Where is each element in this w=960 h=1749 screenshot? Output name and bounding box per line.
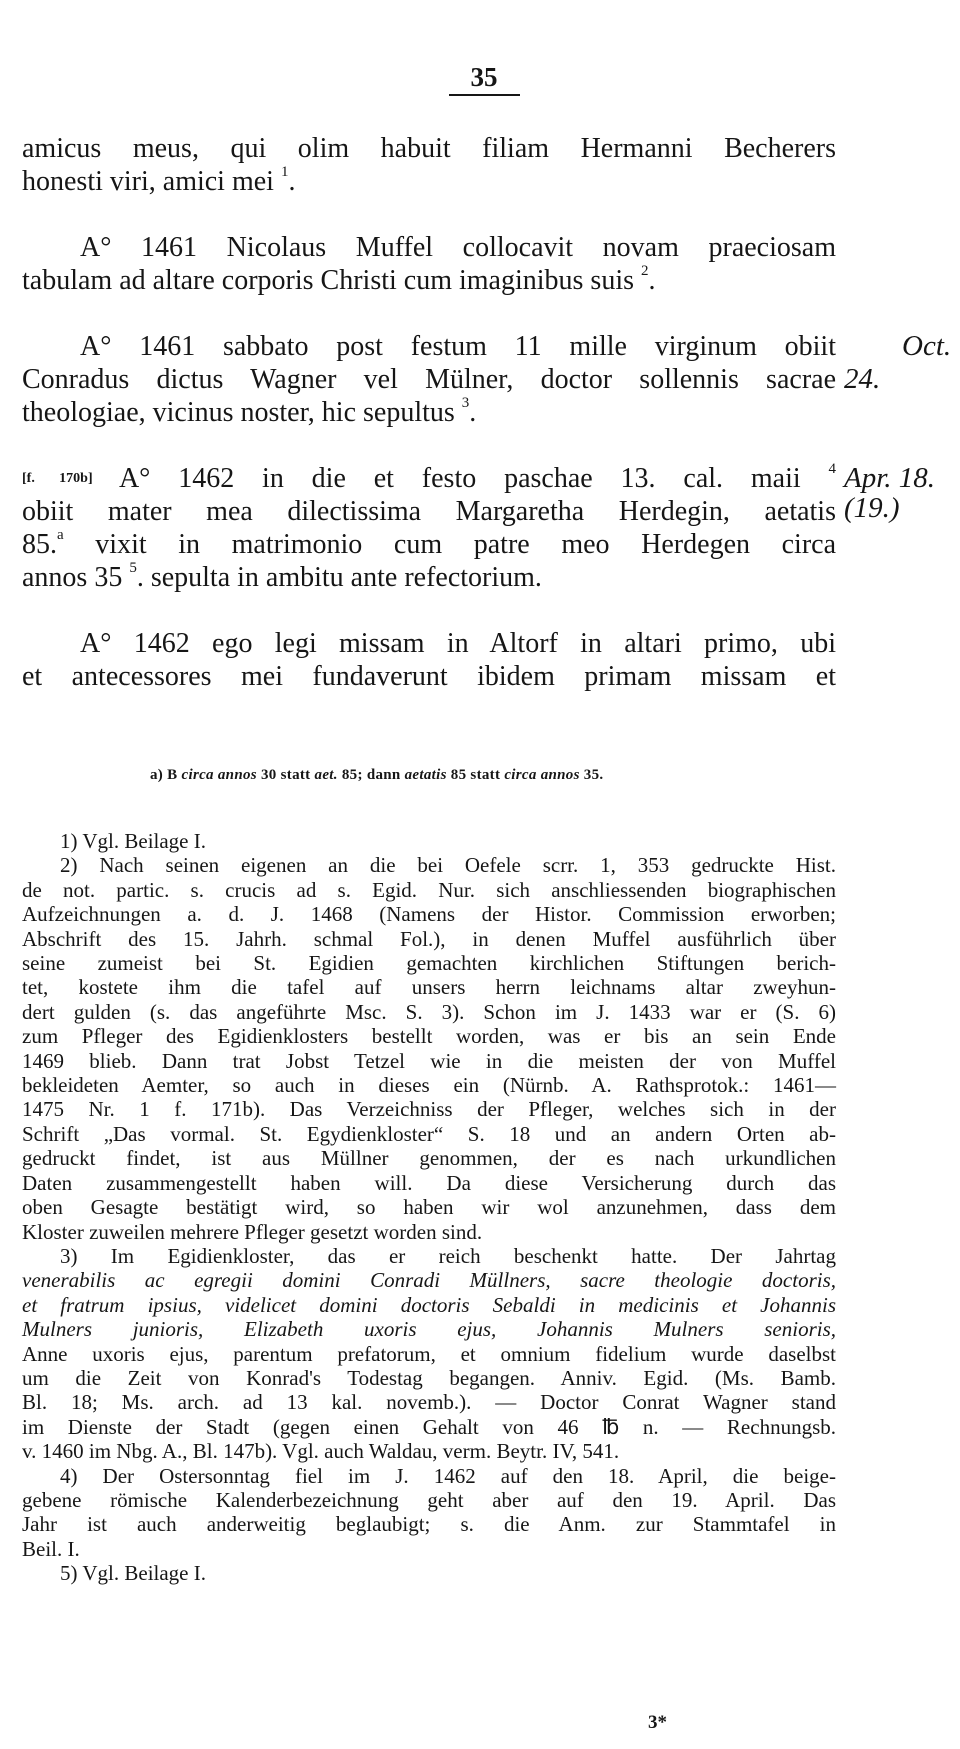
main-text — [22, 132, 952, 726]
footnote-4: 4) Der Ostersonntag fiel im J. 1462 auf den 18. April, die beige- gebene römische Kalenderbezeichnung geht aber auf den 19. April. Das Jahr ist auch anderweitig beglaubigt; s. die Anm. zur Stammtafel in Beil. I. — [22, 1463, 836, 1561]
signature-mark: 3* — [648, 1712, 667, 1733]
paragraph-1 — [22, 132, 836, 198]
text-line: A° 1461 Nicolaus Muffel collocavit novam praeciosam — [80, 232, 836, 263]
footnote-ref: 3 — [461, 395, 470, 411]
footnote-ref: 4 — [828, 461, 836, 477]
folio-mark: [f. 170b] — [22, 471, 93, 486]
footnote-5: 5) Vgl. Beilage I. — [60, 1561, 206, 1586]
margin-date: Oct. 24. — [844, 330, 952, 395]
text-line: A° 1461 sabbato post festum 11 mille virginum obiit — [80, 331, 836, 362]
text-line: annos 35 $^5$. sepulta in ambitu ante refectorium. — [22, 560, 542, 593]
footnote-ref: 1 — [280, 164, 289, 180]
footnote-3: 3) Im Egidienkloster, das er reich beschenkt hatte. Der Jahrtag venerabilis ac egregii domini Conradi Müllners, sacre theologie doctoris, et fratrum ipsius, videlicet domini doctoris Sebaldi in medicinis et Johannis Mulners junioris, Elizabeth uxoris ejus, Johannis Mulners senioris, Anne uxoris ejus, parentum prefatorum, et omnium fidelium wurde daselbst um die Zeit von Konrad's Todestag begangen. Anniv. Egid. (Ms. Bamb. Bl. 18; Ms. arch. ad 13 kal. novemb.). — Doctor Conrat Wagner stand im Dienste der Stadt (gegen einen Gehalt von 46 ℔ n. — Rechnungsb. v. 1460 im Nbg. A., Bl. 147b). Vgl. auch Waldau, verm. Beytr. IV, 541. — [22, 1243, 836, 1464]
text-line: honesti viri, amici mei $^1$. — [22, 164, 296, 197]
text-line: A° 1462 ego legi missam in Altorf in altari primo, ubi — [80, 628, 836, 659]
text-line: 85.$^a$ vixit in matrimonio cum patre meo Herdegen circa — [22, 527, 836, 560]
text-line: theologiae, vicinus noster, hic sepultus $^3$. — [22, 395, 477, 428]
text-line: tabulam ad altare corporis Christi cum imaginibus suis $^2$. — [22, 263, 656, 296]
paragraph-5 — [22, 627, 836, 693]
margin-date: (19.) — [844, 492, 900, 524]
paragraph-4 — [22, 461, 936, 594]
margin-date: Apr. 18. — [844, 462, 936, 494]
footnotes — [22, 829, 836, 1586]
textual-note: a) B circa annos 30 statt aet. 85; dann aetatis 85 statt circa annos 35. — [150, 767, 604, 783]
footnote-ref: 5 — [129, 560, 137, 576]
paragraph-3 — [22, 330, 952, 429]
page-number: 35 — [0, 62, 960, 96]
note-ref: a — [57, 527, 64, 543]
text-line: obiit mater mea dilectissima Margaretha Herdegin, aetatis — [22, 496, 836, 527]
footnote-1: 1) Vgl. Beilage I. — [60, 829, 206, 853]
footnote-2: 2) Nach seinen eigenen an die bei Oefele scrr. 1, 353 gedruckte Hist. de not. partic. s. crucis ad s. Egid. Nur. sich anschliessenden biographischen Aufzeichnungen a. d. J. 1468 (Namens der Histor. Commission erworben; Abschrift des 15. Jahrh. schmal Fol.), in denen Muffel ausführlich über seine zumeist bei St. Egidien gemachten kirchlichen Stiftungen berich- tet, kostete ihm die tafel auf unsers herrn leichnams altar zweyhun- dert gulden (s. das angeführte Msc. S. 3). Schon im J. 1433 war er (S. 6) zum Pfleger des Egidienklosters bestellt worden, was er bis an sein Ende 1469 blieb. Dann trat Jobst Tetzel wie in die meisten der von Muffel bekleideten Aemter, so auch in dieses ein (Nürnb. A. Rathsprotok.: 1461— 1475 Nr. 1 f. 171b). Das Verzeichniss der Pfleger, welches sich in der Schrift „Das vormal. St. Egydienkloster“ S. 18 und an andern Orten ab- gedruckt findet, ist aus Müllner genommen, der es nach urkundlichen Daten zusammengestellt haben will. Da diese Versicherung durch das oben Gesagte bestätigt wird, so haben wir wol anzunehmen, dass dem Kloster zuweilen mehrere Pfleger gesetzt worden sind. — [22, 853, 836, 1244]
text-line: Conradus dictus Wagner vel Mülner, doctor sollennis sacrae — [22, 364, 836, 395]
paragraph-2 — [22, 231, 836, 297]
text-line: et antecessores mei fundaverunt ibidem primam missam et — [22, 661, 836, 692]
footnote-ref: 2 — [641, 263, 649, 279]
text-line: [f. 170b] A° 1462 in die et festo paschae 13. cal. maii $^4$ — [22, 461, 836, 494]
text-line: amicus meus, qui olim habuit filiam Hermanni Becherers — [22, 133, 836, 164]
